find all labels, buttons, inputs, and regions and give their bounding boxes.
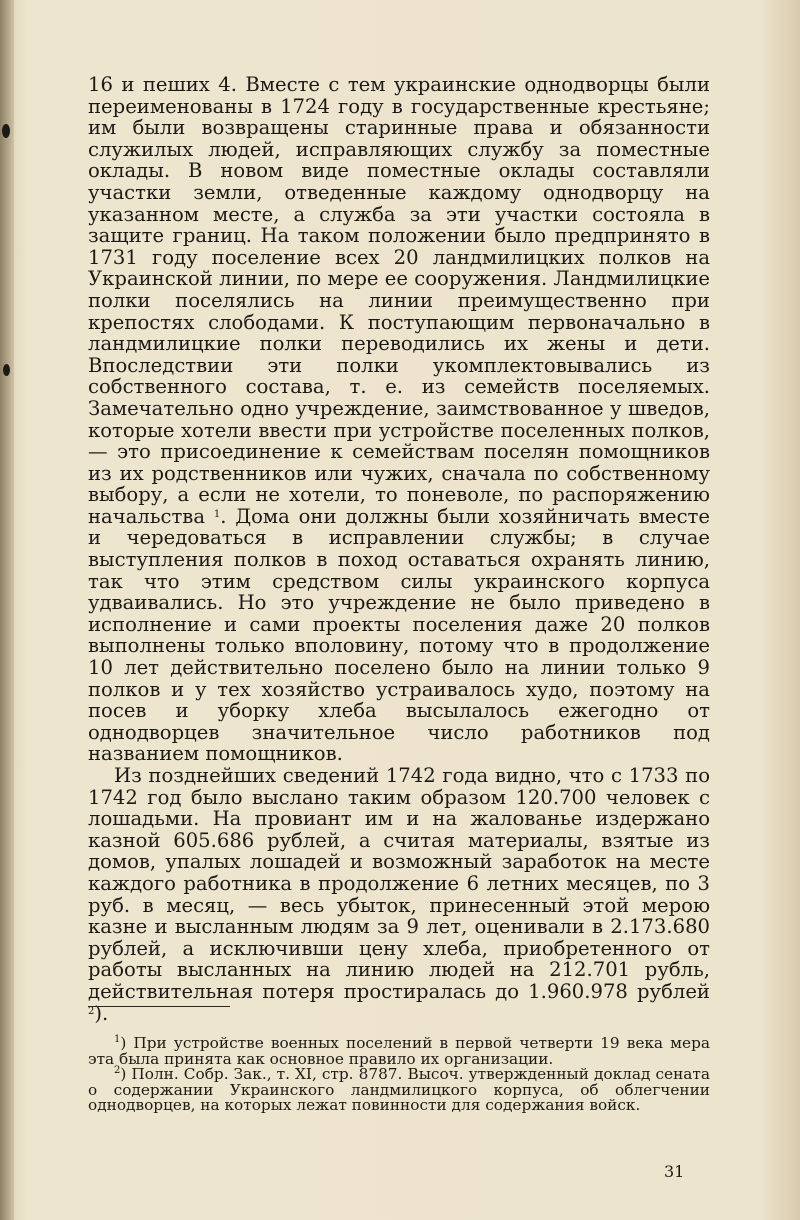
- ink-spot-mark: [3, 364, 10, 376]
- page-number: 31: [664, 1162, 685, 1181]
- footnote-ref-1-close: .: [220, 504, 227, 528]
- footnote-1: [88, 1036, 710, 1067]
- footnotes: [88, 1036, 710, 1114]
- footnote-ref-2-close: ).: [94, 1001, 109, 1025]
- footnote-1-mark: 1: [114, 1034, 121, 1045]
- paragraph-1-text: 16 и пеших 4. Вместе с тем украинские однодворцы были переименованы в 1724 году в государственные крестьяне; им были возвращены старинные права и обязанности служилых людей, исправляющих службу за поместные оклады. В новом виде поместные оклады составляли участки земли, отведенные каждому однодворцу на указанном месте, а служба за эти участки состояла в защите границ. На таком положении было предпринято в 1731 году поселение всех 20 ландмилицких полков на Украинской линии, по мере ее сооружения. Ландмилицкие полки поселялись на линии преимущественно при крепостях слободами. К поступающим первоначально в ландмилицкие полки переводились их жены и дети. Впоследствии эти полки укомплектовывались из собственного состава, т. е. из семейств поселяемых. Замечательно одно учреждение, заимствованное у шведов, которые хотели ввести при устройстве поселенных полков, — это присоединение к семействам поселян помощников из их родственников или чужих, сначала по собственному выбору, а если не хотели, то поневоле, по распоряжению начальства: [88, 73, 710, 528]
- footnote-2: [88, 1067, 710, 1114]
- main-text: [88, 74, 710, 1024]
- ink-spot-mark: [2, 124, 10, 138]
- footnote-ref-1: 1: [213, 508, 221, 520]
- footnote-1-text: ) При устройстве военных поселений в первой четверти 19 века мера эта была принята как основное правило их организации.: [88, 1034, 710, 1068]
- paragraph-3: [88, 765, 710, 1024]
- footnote-divider: [88, 1006, 230, 1007]
- paragraph-1: [88, 74, 710, 765]
- footnote-2-text: ) Полн. Собр. Зак., т. XI, стр. 8787. Высоч. утвержденный доклад сената о содержании Украинского ландмилицкого корпуса, об облегчении однодворцев, на которых лежат повинности для содержания войск.: [88, 1065, 710, 1115]
- footnote-ref-2: 2: [88, 1005, 95, 1017]
- footnote-2-mark: 2: [114, 1065, 121, 1077]
- paragraph-3-text: Из позднейших сведений 1742 года видно, что с 1733 по 1742 год было выслано таким образом 120.700 человек с лошадьми. На провиант им и на жалованье издержано казной 605.686 рублей, а считая материалы, взятые из домов, упалых лошадей и возможный заработок на месте каждого работника в продолжение 6 летних месяцев, по 3 руб. в месяц, — весь убыток, принесенный этой мерою казне и высланным людям за 9 лет, оценивали в 2.173.680 рублей, а исключивши цену хлеба, приобретенного от работы высланных на линию людей на 212.701 рубль, действительная потеря простиралась до 1.960.978 рублей: [88, 764, 710, 1003]
- page-binding-edge: [0, 0, 14, 1220]
- paragraph-2-text: Дома они должны были хозяйничать вместе и чередоваться в исправлении службы; в случае выступления полков в поход оставаться охранять линию, так что этим средством силы украинского корпуса удваивались. Но это учреждение не было приведено в исполнение и сами проекты поселения даже 20 полков выполнены только вполовину, потому что в продолжение 10 лет действительно поселено было на линии только 9 полков и у тех хозяйство устраивалось худо, поэтому на посев и уборку хлеба высылалось ежегодно от однодворцев значительное число работников под названием помощников.: [88, 504, 710, 766]
